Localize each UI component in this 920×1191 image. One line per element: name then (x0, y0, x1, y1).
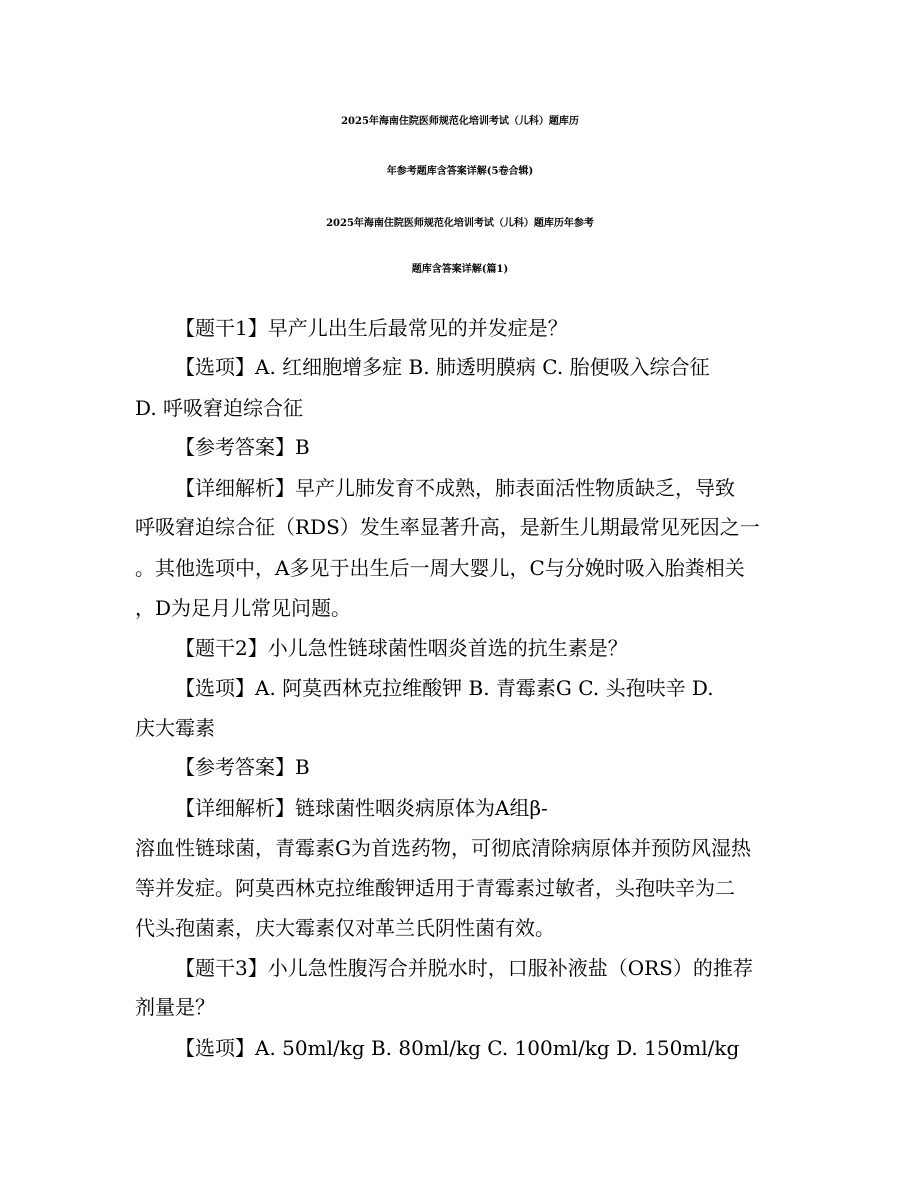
question-2-answer: 【参考答案】B (175, 755, 310, 779)
question-1-options: 【选项】A. 红细胞增多症 B. 肺透明膜病 C. 胎便吸入综合征 (175, 355, 710, 379)
question-1-explanation-cont: 。其他选项中，A多见于出生后一周大婴儿，C与分娩时吸入胎粪相关 (135, 556, 745, 580)
question-1-explanation-cont: ，D为足月儿常见问题。 (135, 596, 352, 620)
section-title-line-2: 题库含答案详解(篇1) (411, 264, 509, 275)
document-title-line-2: 年参考题库含答案详解(5卷合辑) (386, 166, 534, 177)
question-3-stem-cont: 剂量是？ (135, 995, 215, 1019)
question-2-stem: 【题干2】小儿急性链球菌性咽炎首选的抗生素是？ (175, 636, 628, 660)
question-1-stem: 【题干1】早产儿出生后最常见的并发症是？ (175, 316, 568, 340)
question-1-options-cont: D. 呼吸窘迫综合征 (135, 396, 304, 420)
question-3-options: 【选项】A. 50ml/kg B. 80ml/kg C. 100ml/kg D. 150ml/kg (175, 1036, 740, 1060)
question-1-explanation: 【详细解析】早产儿肺发育不成熟，肺表面活性物质缺乏，导致 (175, 476, 735, 500)
question-2-explanation-cont: 代头孢菌素，庆大霉素仅对革兰氏阴性菌有效。 (135, 916, 555, 940)
document-title-line-1: 2025年海南住院医师规范化培训考试（儿科）题库历 (341, 116, 579, 127)
section-title-line-1: 2025年海南住院医师规范化培训考试（儿科）题库历年参考 (326, 218, 594, 229)
question-1-answer: 【参考答案】B (175, 435, 310, 459)
question-1-explanation-cont: 呼吸窘迫综合征（RDS）发生率显著升高，是新生儿期最常见死因之一 (135, 515, 760, 539)
question-2-options-cont: 庆大霉素 (135, 716, 215, 740)
question-2-explanation: 【详细解析】链球菌性咽炎病原体为A组β- (175, 796, 548, 820)
question-2-options: 【选项】A. 阿莫西林克拉维酸钾 B. 青霉素G C. 头孢呋辛 D. (175, 676, 714, 700)
question-2-explanation-cont: 溶血性链球菌，青霉素G为首选药物，可彻底清除病原体并预防风湿热 (135, 836, 751, 860)
question-3-stem: 【题干3】小儿急性腹泻合并脱水时，口服补液盐（ORS）的推荐 (175, 956, 753, 980)
question-2-explanation-cont: 等并发症。阿莫西林克拉维酸钾适用于青霉素过敏者，头孢呋辛为二 (135, 876, 735, 900)
